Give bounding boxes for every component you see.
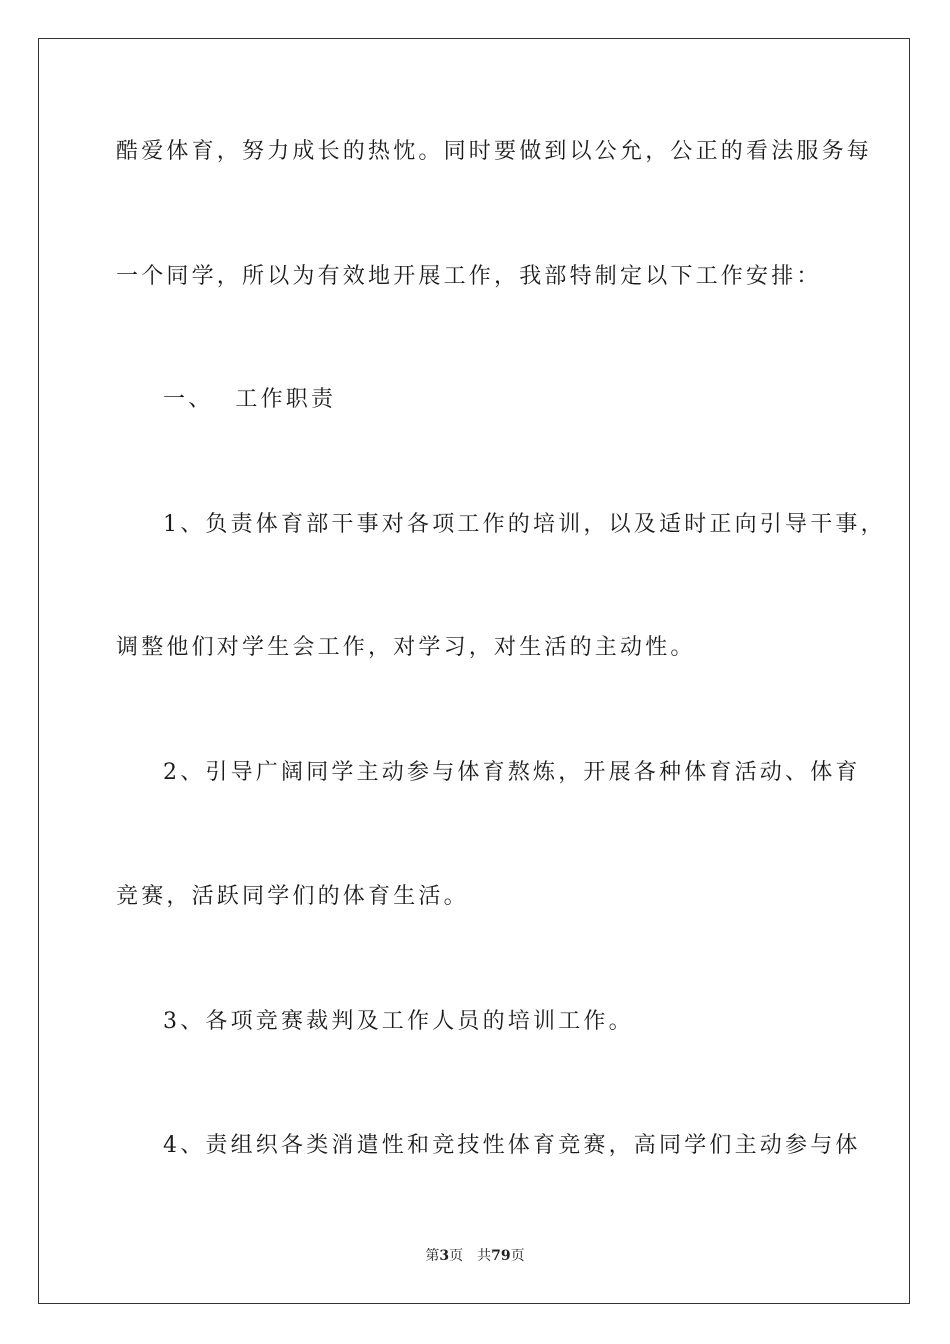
list-item-3-line: 3、各项竞赛裁判及工作人员的培训工作。 xyxy=(163,1009,634,1034)
page-total: 79 xyxy=(491,1248,511,1264)
section-heading-title: 工作职责 xyxy=(235,387,337,412)
section-heading xyxy=(163,385,336,415)
page-prefix: 第 xyxy=(425,1248,440,1264)
list-item-2-line: 2、引导广阔同学主动参与体育熬炼，开展各种体育活动、体育 xyxy=(163,760,861,785)
total-suffix: 页 xyxy=(510,1248,525,1264)
list-item-4-line: 4、责组织各类消遣性和竞技性体育竞赛，高同学们主动参与体 xyxy=(163,1133,861,1158)
page-suffix: 页 xyxy=(449,1248,464,1264)
list-item-1-line: 1、负责体育部干事对各项工作的培训，以及适时正向引导干事， xyxy=(163,512,886,537)
page-current: 3 xyxy=(439,1248,450,1264)
list-item-2-continuation: 竞赛，活跃同学们的体育生活。 xyxy=(116,884,469,909)
page-footer xyxy=(0,1246,950,1266)
section-heading-number: 一、 xyxy=(163,387,214,412)
page-border xyxy=(38,38,910,1304)
total-prefix: 共 xyxy=(477,1248,492,1264)
paragraph-line: 一个同学，所以为有效地开展工作，我部特制定以下工作安排： xyxy=(116,264,822,289)
list-item-1-continuation: 调整他们对学生会工作，对学习，对生活的主动性。 xyxy=(116,635,696,660)
paragraph-line: 酷爱体育，努力成长的热忱。同时要做到以公允，公正的看法服务每 xyxy=(116,139,873,164)
